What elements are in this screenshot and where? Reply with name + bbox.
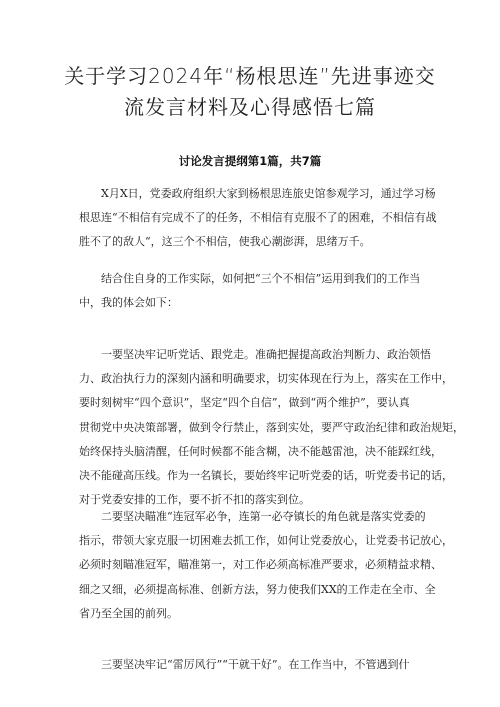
paragraph-line: 力、政治执行力的深刻内涵和明确要求，切实体现在行为上，落实在工作中， (79, 372, 453, 386)
paragraph-line: 一要坚决牢记听党话、跟党走。准确把握提高政治判断力、政治领悟 (101, 348, 431, 361)
paragraph-line: 对于党委安排的工作，要不折不扣的落实到位。 (79, 493, 310, 507)
paragraph-5 (79, 653, 424, 677)
paragraph-line: 胜不了的敌人“，这三个不相信，使我心潮澎湃，思绪万千。 (79, 235, 371, 249)
paragraph-line: 决不能碰高压线。作为一名镇长，要始终牢记听党委的话，听党委书记的话， (79, 469, 453, 483)
paragraph-line: 省乃至全国的前列。 (79, 606, 178, 620)
paragraph-line: X月X日，党委政府组织大家到杨根思连旅史馆参观学习，通过学习杨 (101, 187, 436, 200)
document-title-line-2: 流发言材料及心得感悟七篇 (124, 95, 376, 119)
paragraph-line: 中，我的体会如下： (79, 296, 178, 310)
document-title-line-1: 关于学习2024年“杨根思连”先进事迹交 (64, 64, 436, 88)
paragraph-line: 必须时刻瞄准冠军，瞄准第一，对工作必须高标准严要求，必须精益求精、 (79, 558, 442, 572)
paragraph-1 (79, 182, 437, 255)
paragraph-line: 始终保持头脑清醒，任何时候都不能含糊，决不能越雷池，决不能踩红线， (79, 444, 442, 458)
paragraph-3 (79, 343, 464, 512)
paragraph-line: 细之又细，必须提高标准、创新方法，努力使我们XX的工作走在全市、全 (79, 582, 436, 596)
paragraph-line: 二要坚决瞄准“连冠军必争，连第一必夺镇长的角色就是落实党委的 (101, 510, 426, 523)
paragraph-4 (79, 505, 453, 626)
document-subtitle: 讨论发言提纲第1篇，共7篇 (178, 154, 322, 168)
paragraph-line: 根思连“不相信有完成不了的任务，不相信有克服不了的困难，不相信有战 (79, 211, 437, 225)
paragraph-line: 结合住自身的工作实际，如何把“三个不相信”运用到我们的工作当 (101, 272, 421, 285)
paragraph-2 (79, 267, 424, 315)
paragraph-line: 要时刻树牢“四个意识”，坚定“四个自信”，做到“两个维护”，要认真 (79, 396, 410, 410)
paragraph-line: 指示，带领大家克服一切困难去抓工作，如何让党委放心，让党委书记放心， (79, 534, 453, 548)
paragraph-line: 贯彻党中央决策部署，做到令行禁止，落到实处，要严守政治纪律和政治规矩， (79, 420, 464, 434)
paragraph-line: 三要坚决牢记“雷厉风行”“干就干好”。在工作当中，不管遇到什 (101, 658, 410, 671)
